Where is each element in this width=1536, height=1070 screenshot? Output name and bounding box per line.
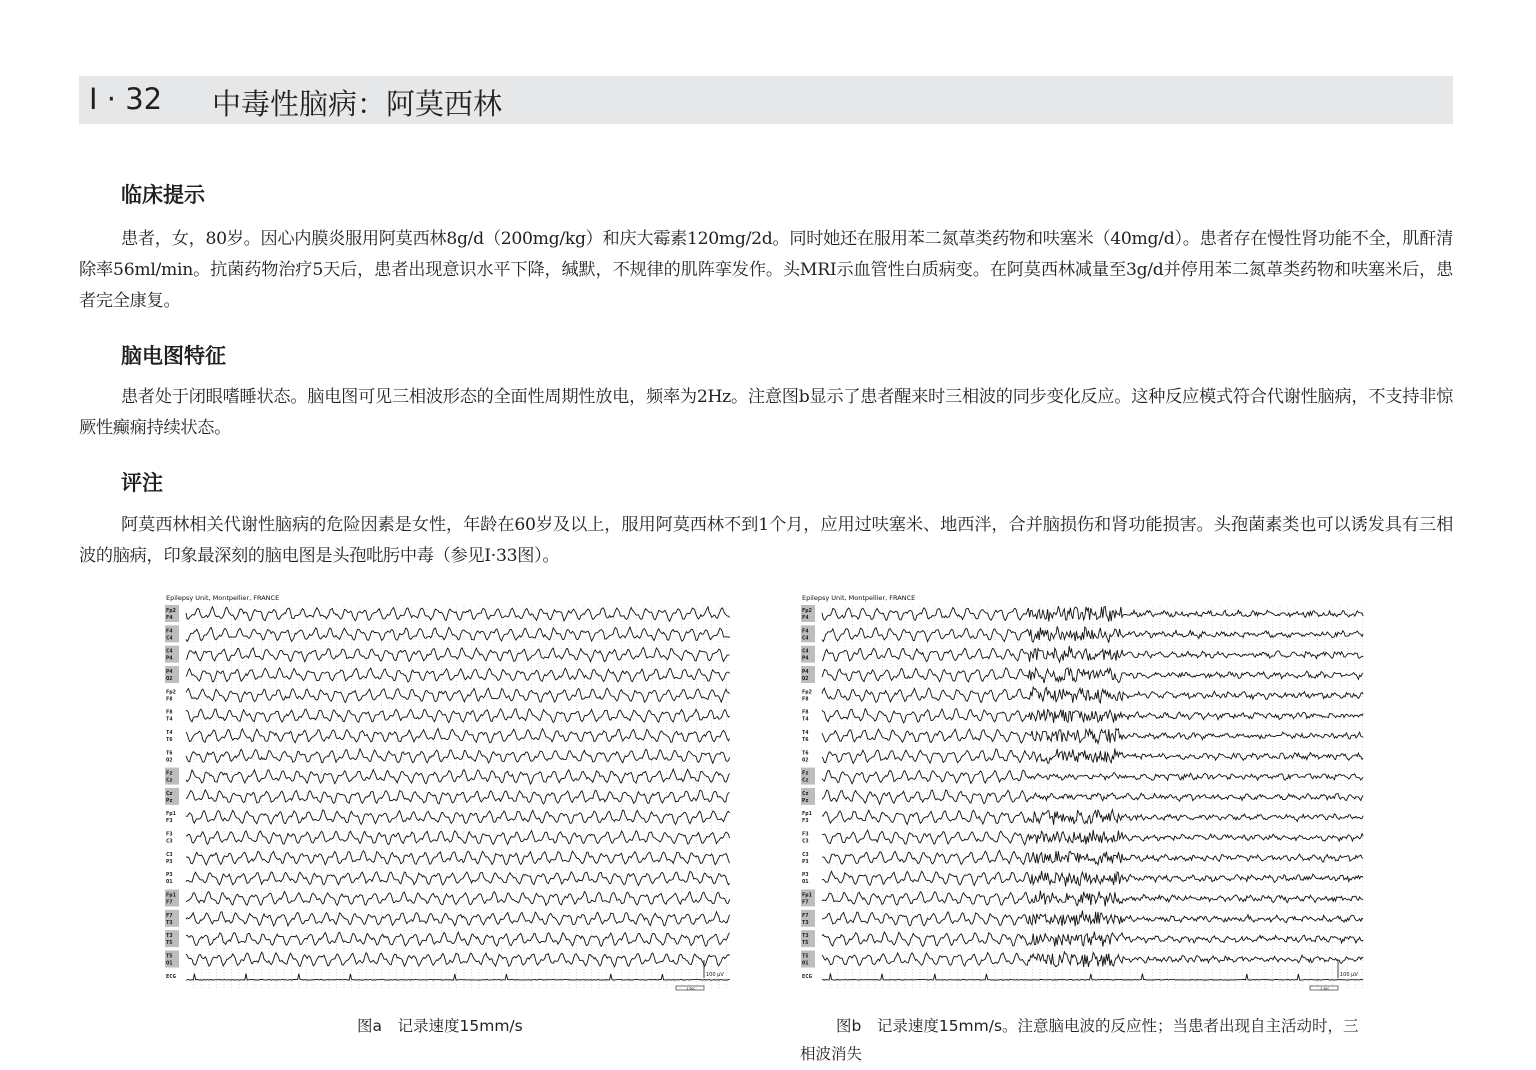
channel-label: O1 xyxy=(166,879,173,886)
channel-label: Fp1 xyxy=(166,892,176,899)
channel-label: P4 xyxy=(802,668,809,675)
channel-label: F4 xyxy=(166,628,173,635)
eeg-channel-trace xyxy=(186,709,730,723)
channel-label: P4 xyxy=(166,668,173,675)
paragraph-eeg: 患者处于闭眼嗜睡状态。脑电图可见三相波形态的全面性周期性放电，频率为2Hz。注意图b显示了患者醒来时三相波的同步变化反应。这种反应模式符合代谢性脑病，不支持非惊厥性癫痫持续状态。 xyxy=(79,387,1453,438)
paragraph-clinical: 患者，女，80岁。因心内膜炎服用阿莫西林8g/d（200mg/kg）和庆大霉素120mg/2d。同时她还在服用苯二氮䓬类药物和呋塞米（40mg/d）。患者存在慢性肾功能不全，肌酐清除率56ml/min。抗菌药物治疗5天后，患者出现意识水平下降，缄默，不规律的肌阵挛发作。头MRI示血管性白质病变。在阿莫西林减量至3g/d并停用苯二氮䓬类药物和呋塞米后，患者完全康复。 xyxy=(79,229,1453,311)
channel-label: Fp2 xyxy=(166,689,176,696)
channel-label: O1 xyxy=(166,960,173,967)
eeg-trace-plot xyxy=(164,592,734,998)
eeg-channel-trace xyxy=(186,627,730,641)
channel-label: F4 xyxy=(166,615,173,621)
channel-label: T5 xyxy=(802,953,809,960)
channel-label: Fp2 xyxy=(802,689,812,696)
eeg-channel-trace xyxy=(186,952,730,967)
channel-label: T3 xyxy=(166,933,173,940)
time-scale-label: 1 sec xyxy=(1320,986,1330,991)
channel-label: C4 xyxy=(802,635,809,642)
amplitude-scale-label: 100 µV xyxy=(706,972,724,978)
channel-label: T3 xyxy=(802,933,809,940)
channel-label: P3 xyxy=(802,858,809,865)
channel-label: Cz xyxy=(802,777,809,784)
channel-label: C3 xyxy=(166,838,173,845)
eeg-trace-plot xyxy=(800,592,1368,998)
channel-label: C3 xyxy=(802,838,809,845)
channel-label: C4 xyxy=(802,648,809,655)
eeg-channel-trace xyxy=(822,606,1363,622)
channel-label: Fp2 xyxy=(166,608,176,614)
channel-label: Fp1 xyxy=(166,811,176,818)
channel-label: C3 xyxy=(166,851,173,858)
channel-label: T5 xyxy=(166,953,173,960)
channel-label: T6 xyxy=(166,736,173,743)
section-heading-eeg: 脑电图特征 xyxy=(121,344,226,368)
channel-label: F8 xyxy=(166,709,173,716)
channel-label: C3 xyxy=(802,851,809,858)
figure-a-caption: 图a 记录速度15mm/s xyxy=(357,1017,523,1035)
channel-label: Fp1 xyxy=(802,811,812,818)
channel-label: F3 xyxy=(166,831,173,838)
eeg-channel-trace xyxy=(186,729,730,743)
channel-label: T5 xyxy=(802,940,809,947)
time-scale-label: 1 sec xyxy=(686,986,696,991)
channel-label: P4 xyxy=(166,655,173,662)
channel-label: T3 xyxy=(802,919,809,926)
eeg-channel-trace xyxy=(186,688,730,702)
channel-label: C4 xyxy=(166,635,173,642)
channel-label: ECG xyxy=(802,973,812,980)
eeg-channel-trace xyxy=(186,790,730,804)
channel-label: T6 xyxy=(802,750,809,757)
eeg-channel-trace xyxy=(822,770,1363,784)
chapter-title: 中毒性脑病：阿莫西林 xyxy=(212,87,503,121)
channel-label: O2 xyxy=(166,675,173,682)
channel-label: P3 xyxy=(166,858,173,865)
channel-label: F4 xyxy=(802,628,809,635)
channel-label: Pz xyxy=(166,797,173,804)
channel-label: Fz xyxy=(802,770,809,777)
channel-label: T3 xyxy=(166,919,173,926)
channel-label: F7 xyxy=(802,899,809,906)
channel-label: Fp1 xyxy=(802,892,812,899)
channel-label: F8 xyxy=(802,696,809,703)
channel-label: F3 xyxy=(802,831,809,838)
eeg-channel-trace xyxy=(186,810,730,825)
channel-label: F3 xyxy=(166,818,173,825)
eeg-channel-trace xyxy=(186,769,730,784)
eeg-channel-trace xyxy=(186,831,730,845)
channel-label: O2 xyxy=(166,757,173,764)
channel-label: Cz xyxy=(802,790,809,797)
eeg-figure-b xyxy=(800,592,1368,998)
section-heading-comment: 评注 xyxy=(121,471,163,495)
eeg-channel-trace xyxy=(186,892,730,906)
eeg-channel-trace xyxy=(186,974,730,981)
chapter-number: Ⅰ · 32 xyxy=(89,82,163,116)
eeg-channel-trace xyxy=(822,626,1363,642)
channel-label: C4 xyxy=(166,648,173,655)
eeg-channel-trace xyxy=(822,687,1363,703)
channel-label: T6 xyxy=(802,736,809,743)
channel-label: P3 xyxy=(166,872,173,879)
paragraph-comment: 阿莫西林相关代谢性脑病的危险因素是女性，年龄在60岁及以上，服用阿莫西林不到1个月，应用过呋塞米、地西泮，合并脑损伤和肾功能损害。头孢菌素类也可以诱发具有三相波的脑病，印象最深刻的脑电图是头孢吡肟中毒（参见Ⅰ·33图）。 xyxy=(79,515,1453,566)
channel-label: F7 xyxy=(802,912,809,919)
eeg-channel-trace xyxy=(186,912,730,926)
channel-label: T4 xyxy=(802,729,809,736)
chapter-title-bar xyxy=(79,76,1453,124)
section-heading-clinical: 临床提示 xyxy=(121,183,205,207)
channel-label: P4 xyxy=(802,655,809,662)
channel-label: F8 xyxy=(802,709,809,716)
eeg-channel-trace xyxy=(186,872,730,886)
eeg-channel-trace xyxy=(822,830,1363,845)
channel-label: F7 xyxy=(166,912,173,919)
channel-label: Cz xyxy=(166,790,173,797)
channel-label: Fz xyxy=(166,770,173,777)
channel-label: F3 xyxy=(802,818,809,825)
eeg-channel-trace xyxy=(186,749,730,763)
eeg-channel-trace xyxy=(822,974,1363,981)
eeg-channel-trace xyxy=(186,851,730,865)
channel-label: O2 xyxy=(802,757,809,764)
eeg-channel-trace xyxy=(186,607,730,621)
figure-header-text: Epilepsy Unit, Montpellier, FRANCE xyxy=(166,594,280,602)
channel-label: Cz xyxy=(166,777,173,784)
eeg-channel-trace xyxy=(186,648,730,662)
eeg-channel-trace xyxy=(186,932,730,946)
eeg-channel-trace xyxy=(186,668,730,682)
channel-label: O1 xyxy=(802,879,809,886)
channel-label: O2 xyxy=(802,675,809,682)
channel-label: T4 xyxy=(166,716,173,723)
channel-label: T6 xyxy=(166,750,173,757)
eeg-channel-trace xyxy=(822,952,1363,967)
channel-label: P3 xyxy=(802,872,809,879)
channel-label: O1 xyxy=(802,960,809,967)
channel-label: ECG xyxy=(166,973,176,980)
figure-b-caption: 图b 记录速度15mm/s。注意脑电波的反应性；当患者出现自主活动时，三相波消失 xyxy=(800,1017,1359,1063)
figure-header-text: Epilepsy Unit, Montpellier, FRANCE xyxy=(802,594,916,602)
channel-label: Fp2 xyxy=(802,608,812,614)
channel-label: T4 xyxy=(802,716,809,723)
channel-label: F4 xyxy=(802,615,809,621)
eeg-figure-a xyxy=(164,592,734,998)
channel-label: T5 xyxy=(166,940,173,947)
channel-label: F7 xyxy=(166,899,173,906)
channel-label: F8 xyxy=(166,696,173,703)
amplitude-scale-label: 100 µV xyxy=(1340,972,1358,978)
channel-label: Pz xyxy=(802,797,809,804)
channel-label: T4 xyxy=(166,729,173,736)
